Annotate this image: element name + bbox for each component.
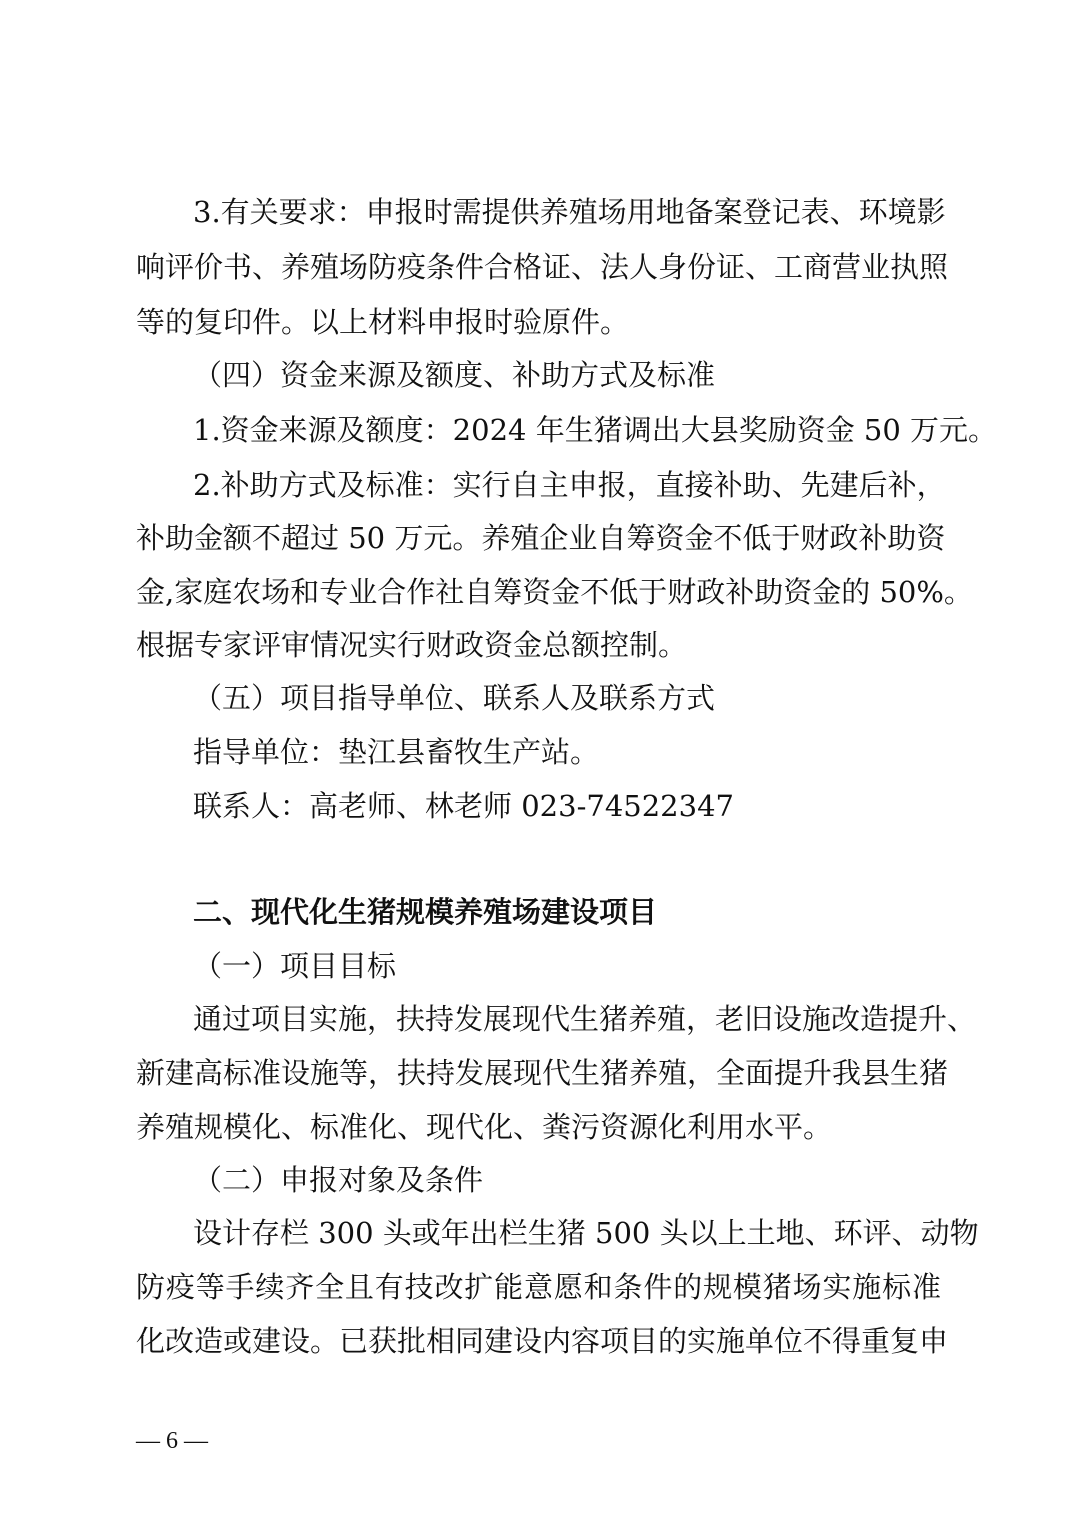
requirements-line-2: 响评价书、养殖场防疫条件合格证、法人身份证、工商营业执照 [136, 250, 949, 284]
contact-person: 联系人：高老师、林老师 023-74522347 [193, 789, 734, 823]
subsidy-line-3: 金,家庭农场和专业合作社自筹资金不低于财政补助资金的 50%。 [136, 575, 973, 609]
condition-line-2: 防疫等手续齐全且有技改扩能意愿和条件的规模猪场实施标准 [136, 1270, 941, 1304]
requirements-line-1: 3.有关要求：申报时需提供养殖场用地备案登记表、环境影 [193, 195, 946, 229]
section-heading-4: （四）资金来源及额度、补助方式及标准 [193, 358, 716, 392]
page-number: — 6 — [136, 1428, 208, 1454]
subsidy-line-1: 2.补助方式及标准：实行自主申报，直接补助、先建后补， [193, 468, 946, 502]
condition-line-1: 设计存栏 300 头或年出栏生猪 500 头以上土地、环评、动物 [193, 1216, 979, 1250]
goal-line-2: 新建高标准设施等，扶持发展现代生猪养殖，全面提升我县生猪 [136, 1056, 949, 1090]
goal-line-3: 养殖规模化、标准化、现代化、粪污资源化利用水平。 [136, 1110, 833, 1144]
subsidy-line-2: 补助金额不超过 50 万元。养殖企业自筹资金不低于财政补助资 [136, 521, 946, 555]
fund-source-line: 1.资金来源及额度：2024 年生猪调出大县奖励资金 50 万元。 [193, 413, 998, 447]
project-goal-heading: （一）项目目标 [193, 949, 397, 983]
subsidy-line-4: 根据专家评审情况实行财政资金总额控制。 [136, 628, 688, 662]
applicant-heading: （二）申报对象及条件 [193, 1163, 484, 1197]
condition-line-3: 化改造或建设。已获批相同建设内容项目的实施单位不得重复申 [136, 1324, 949, 1358]
guide-unit: 指导单位：垫江县畜牧生产站。 [193, 735, 600, 769]
requirements-line-3: 等的复印件。以上材料申报时验原件。 [136, 305, 630, 339]
part-two-heading: 二、现代化生猪规模养殖场建设项目 [193, 895, 658, 929]
section-heading-5: （五）项目指导单位、联系人及联系方式 [193, 681, 716, 715]
goal-line-1: 通过项目实施，扶持发展现代生猪养殖，老旧设施改造提升、 [193, 1002, 977, 1036]
